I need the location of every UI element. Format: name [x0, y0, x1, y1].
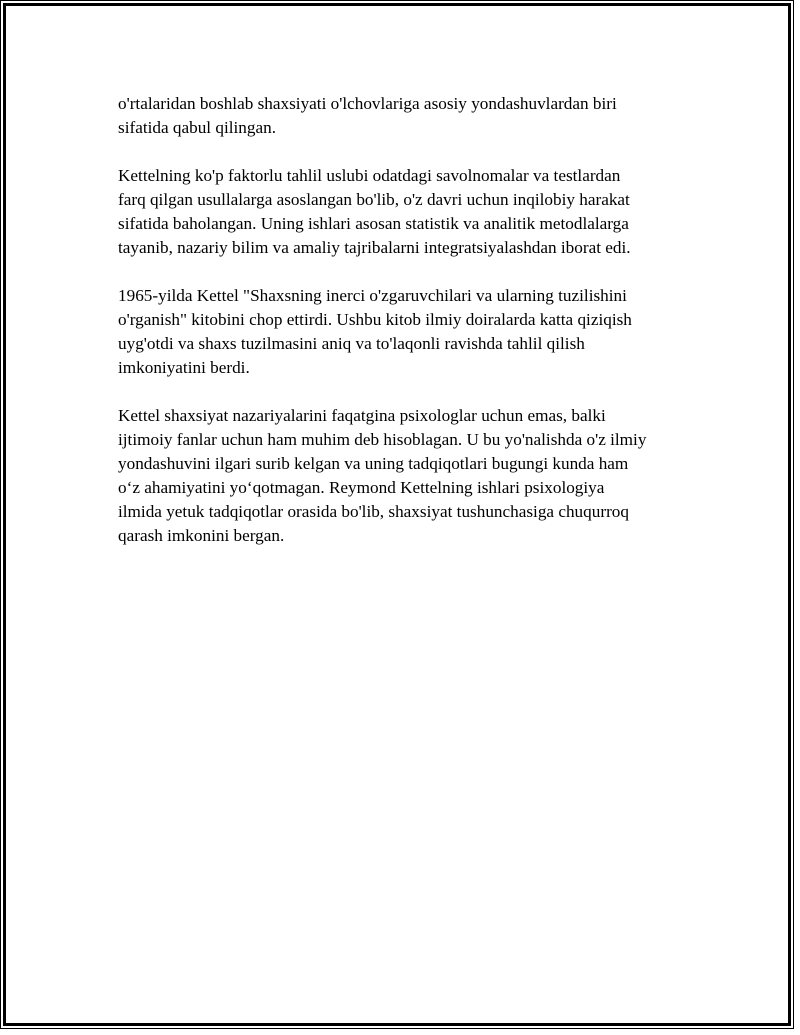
paragraph-3: 1965-yilda Kettel "Shaxsning inerci o'zgaruvchilari va ularning tuzilishini o'rganish" kitobini chop ettirdi. Ushbu kitob ilmiy doiralarda katta qiziqish uyg'otdi va shaxs tuzilmasini aniq va to'laqonli ravishda tahlil qilish imkoniyatini berdi. [118, 286, 632, 377]
document-body [118, 92, 708, 572]
paragraph-4: Kettel shaxsiyat nazariyalarini faqatgina psixologlar uchun emas, balki ijtimoiy fanlar uchun ham muhim deb hisoblagan. U bu yo'nalishda o'z ilmiy yondashuvini ilgari surib kelgan va uning tadqiqotlari bugungi kunda ham o‘z ahamiyatini yo‘qotmagan. Reymond Kettelning ishlari psixologiya ilmida yetuk tadqiqotlar orasida bo'lib, shaxsiyat tushunchasiga chuqurroq qarash imkonini bergan. [118, 406, 647, 545]
paragraph-1: o'rtalaridan boshlab shaxsiyati o'lchovlariga asosiy yondashuvlardan biri sifatida qabul qilingan. [118, 94, 617, 137]
paragraph-2: Kettelning ko'p faktorlu tahlil uslubi odatdagi savolnomalar va testlardan farq qilgan usullalarga asoslangan bo'lib, o'z davri uchun inqilobiy harakat sifatida baholangan. Uning ishlari asosan statistik va analitik metodlalarga tayanib, nazariy bilim va amaliy tajribalarni integratsiyalashdan iborat edi. [118, 166, 631, 257]
